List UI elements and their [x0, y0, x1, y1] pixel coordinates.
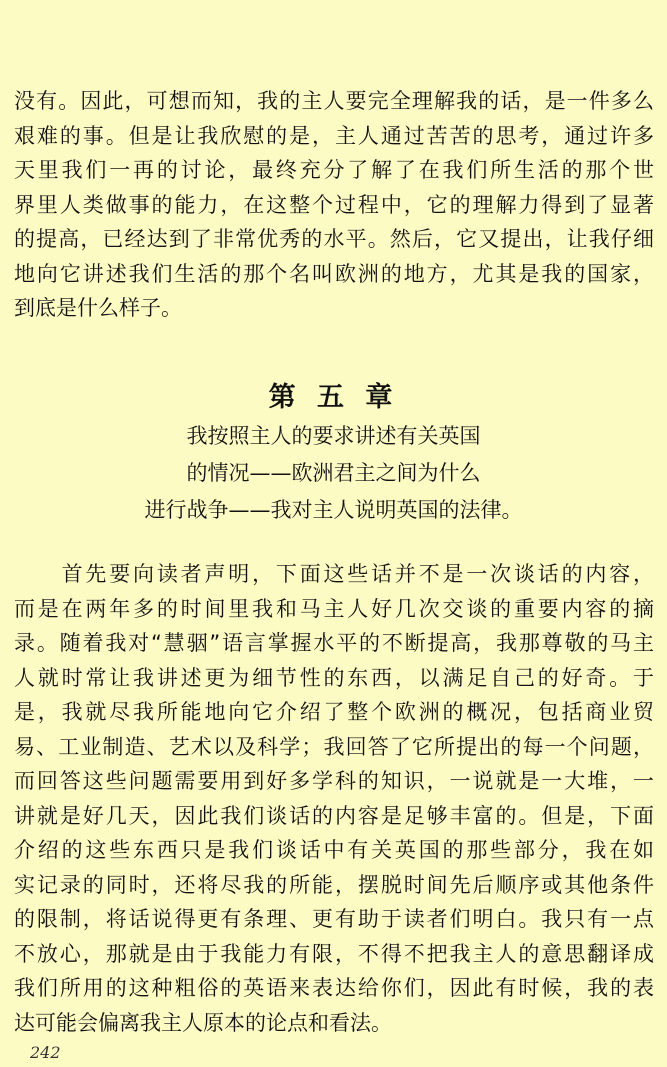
chapter-title: 第 五 章 — [268, 382, 399, 413]
chapter-subtitle-line: 进行战争——我对主人说明英国的法律。 — [144, 498, 523, 522]
text-line: 艰难的事。但是让我欣慰的是，主人通过苦苦的思考，通过许多 — [14, 123, 654, 148]
text-line: 没有。因此，可想而知，我的主人要完全理解我的话，是一件多么 — [14, 89, 654, 113]
text-line: 讲就是好几天，因此我们谈话的内容是足够丰富的。但是，下面 — [14, 803, 654, 828]
text-line: 录。随着我对“慧骃”语言掌握水平的不断提高，我那尊敬的马主 — [14, 631, 654, 655]
text-line: 而是在两年多的时间里我和马主人好几次交谈的重要内容的摘 — [14, 596, 654, 621]
page-number: 242 — [30, 1043, 61, 1062]
text-line: 首先要向读者声明，下面这些话并不是一次谈话的内容， — [14, 562, 654, 586]
text-line: 的提高，已经达到了非常优秀的水平。然后，它又提出，让我仔细 — [14, 227, 654, 251]
chapter-subtitle-line: 的情况——欧洲君主之间为什么 — [186, 461, 481, 485]
text-line: 地向它讲述我们生活的那个名叫欧洲的地方，尤其是我的国家， — [14, 261, 654, 286]
text-line: 介绍的这些东西只是我们谈话中有关英国的那些部分，我在如 — [14, 838, 654, 862]
text-line: 到底是什么样子。 — [14, 296, 182, 320]
chapter-subtitle-line: 我按照主人的要求讲述有关英国 — [186, 424, 481, 448]
text-line: 天里我们一再的讨论，最终充分了解了在我们所生活的那个世 — [14, 158, 654, 182]
text-line: 而回答这些问题需要用到好多学科的知识，一说就是一大堆，一 — [14, 769, 654, 793]
text-line: 不放心，那就是由于我能力有限，不得不把我主人的意思翻译成 — [14, 941, 654, 966]
body-paragraph — [14, 557, 654, 1040]
text-line: 达可能会偏离我主人原本的论点和看法。 — [14, 1010, 392, 1035]
text-line: 人就时常让我讲述更为细节性的东西，以满足自己的好奇。于 — [14, 665, 654, 690]
text-line: 我们所用的这种粗俗的英语来表达给你们，因此有时候，我的表 — [14, 976, 654, 1000]
text-line: 的限制，将话说得更有条理、更有助于读者们明白。我只有一点 — [14, 907, 654, 931]
top-paragraph — [14, 84, 654, 326]
text-line: 实记录的同时，还将尽我的所能，摆脱时间先后顺序或其他条件 — [14, 872, 654, 897]
text-line: 界里人类做事的能力，在这整个过程中，它的理解力得到了显著 — [14, 192, 654, 217]
text-line: 是，我就尽我所能地向它介绍了整个欧洲的概况，包括商业贸 — [14, 700, 654, 724]
chapter-heading — [0, 380, 667, 529]
text-line: 易、工业制造、艺术以及科学；我回答了它所提出的每一个问题， — [14, 734, 654, 759]
